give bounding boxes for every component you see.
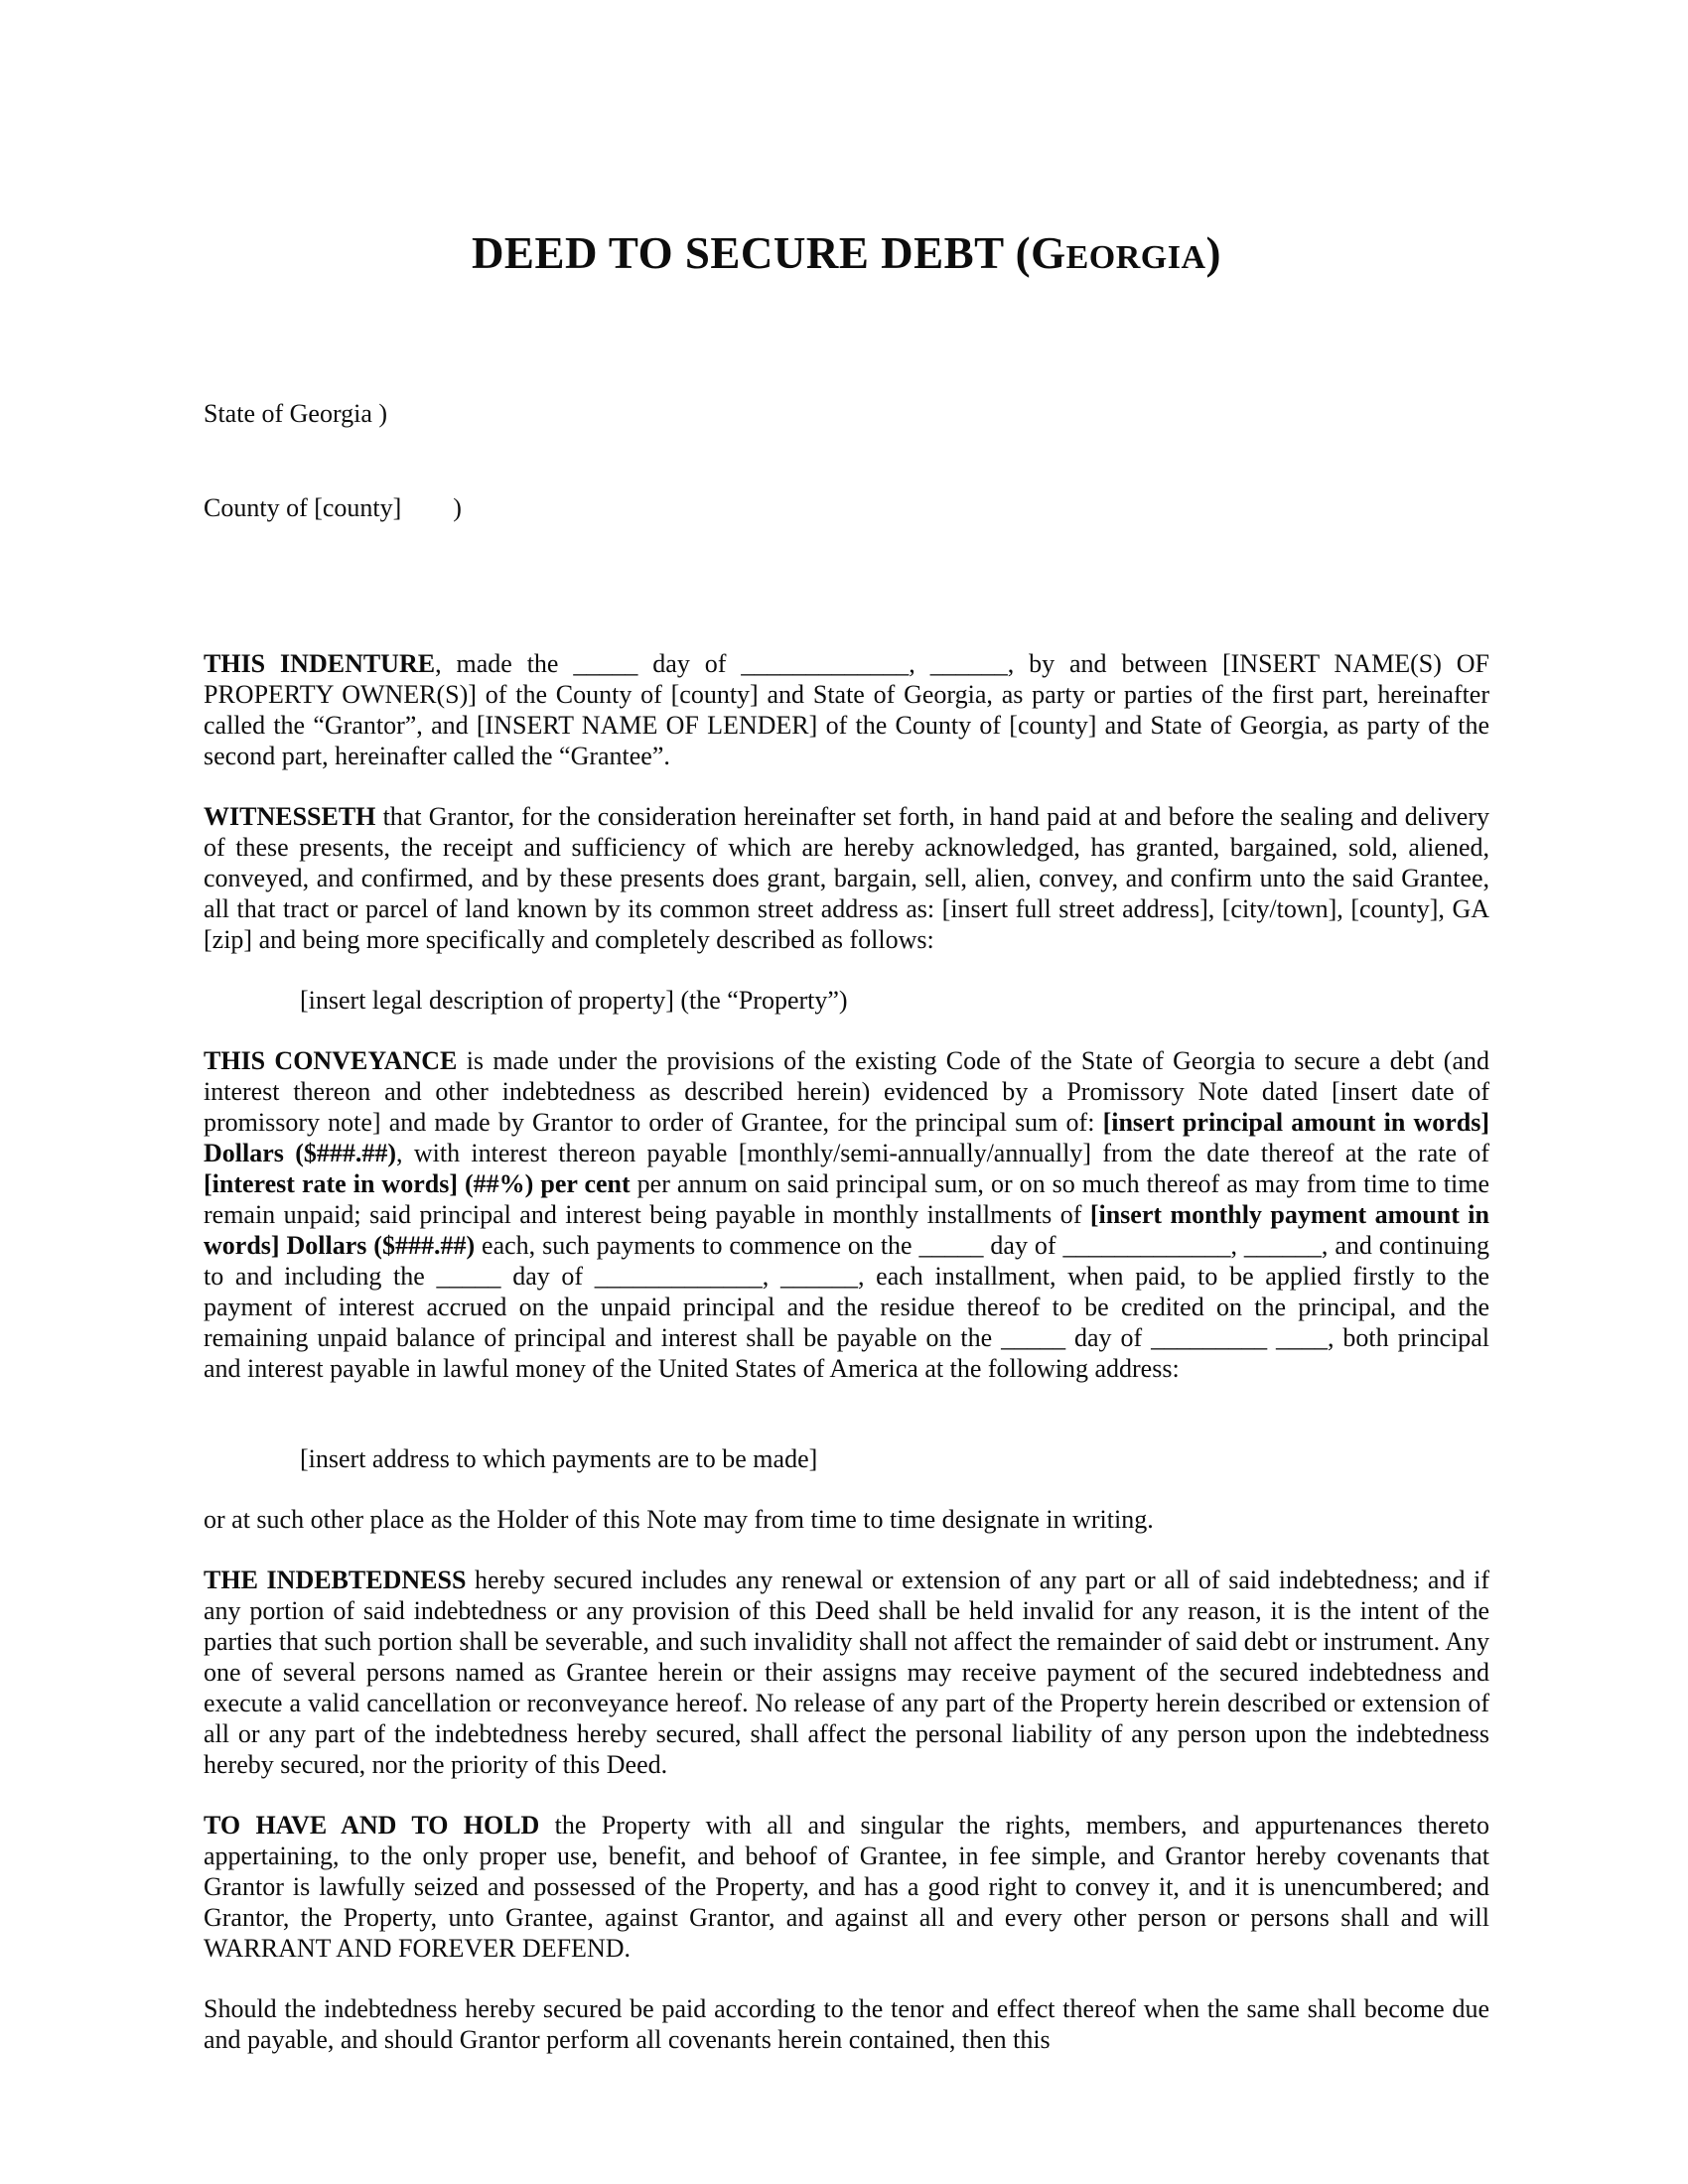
- document-title-smallcaps: EORGIA: [1065, 239, 1206, 276]
- paragraph-defeasance: [204, 1993, 1489, 2055]
- bold-run: TO HAVE AND TO HOLD: [204, 1811, 540, 1840]
- document-title-main: DEED TO SECURE DEBT (G: [471, 228, 1066, 278]
- paragraph-habendum: [204, 1810, 1489, 1964]
- text-run: each, such payments to commence on the _____ day of _____________, ______, and continuing to and including the _____ day of _____________, ______, each installment, when paid, to be applied firstly to the payment of interest accrued on the unpaid principal and the residue thereof to be credited on the principal, and the remaining unpaid balance of principal and interest shall be payable on the _____ day of _________ ____, both principal and interest payable in lawful money of the United States of America at the following address:: [204, 1231, 1489, 1383]
- paragraph-payment-address: [204, 1443, 1489, 1474]
- text-run: [insert legal description of property] (the “Property”): [300, 986, 848, 1015]
- text-run: , with interest thereon payable [monthly/semi-annually/annually] from the date thereof at the rate of: [396, 1139, 1489, 1167]
- bold-run: [insert monthly payment amount in words] Dollars ($###.##): [204, 1200, 1489, 1260]
- text-run: Should the indebtedness hereby secured be paid according to the tenor and effect thereof when the same shall become due and payable, and should Grantor perform all covenants herein contained, then this: [204, 1994, 1489, 2054]
- bold-run: [insert principal amount in words] Dollars ($###.##): [204, 1108, 1489, 1167]
- paragraph-indenture: [204, 648, 1489, 771]
- text-run: [insert address to which payments are to be made]: [300, 1444, 818, 1473]
- document-body: [204, 648, 1489, 2055]
- text-run: hereby secured includes any renewal or extension of any part or all of said indebtedness; and if any portion of said indebtedness or any provision of this Deed shall be held invalid for any reason, it is the intent of the parties that such portion shall be severable, and such invalidity shall not affect the remainder of said debt or instrument. Any one of several persons named as Grantee herein or their assigns may receive payment of the secured indebtedness and execute a valid cancellation or reconveyance hereof. No release of any part of the Property herein described or extension of all or any part of the indebtedness hereby secured, shall affect the personal liability of any person upon the indebtedness hereby secured, nor the priority of this Deed.: [204, 1566, 1489, 1779]
- bold-run: THIS CONVEYANCE: [204, 1046, 458, 1075]
- paragraph-holder-designation: [204, 1504, 1489, 1535]
- bold-run: THE INDEBTEDNESS: [204, 1566, 467, 1594]
- text-run: the Property with all and singular the rights, members, and appurtenances thereto appertaining, to the only proper use, benefit, and behoof of Grantee, in fee simple, and Grantor hereby covenants that Grantor is lawfully seized and possessed of the Property, and has a good right to convey it, and it is unencumbered; and Grantor, the Property, unto Grantee, against Grantor, and against all and every other person or persons shall and will WARRANT AND FOREVER DEFEND.: [204, 1811, 1489, 1963]
- paragraph-indebtedness: [204, 1565, 1489, 1780]
- text-run: that Grantor, for the consideration hereinafter set forth, in hand paid at and before the sealing and delivery of these presents, the receipt and sufficiency of which are hereby acknowledged, has granted, bargained, sold, aliened, conveyed, and confirmed, and by these presents does grant, bargain, sell, alien, convey, and confirm unto the said Grantee, all that tract or parcel of land known by its common street address as: [insert full street address], [city/town], [county], GA [zip] and being more specifically and completely described as follows:: [204, 802, 1489, 954]
- bold-run: WITNESSETH: [204, 802, 376, 831]
- text-run: is made under the provisions of the existing Code of the State of Georgia to secure a debt (and interest thereon and other indebtedness as described herein) evidenced by a Promissory Note dated [insert date of promissory note] and made by Grantor to order of Grantee, for the principal sum of:: [204, 1046, 1489, 1137]
- document-title-close: ): [1205, 228, 1222, 278]
- state-line: State of Georgia ): [204, 399, 388, 428]
- paragraph-witnesseth: [204, 801, 1489, 955]
- text-run: or at such other place as the Holder of this Note may from time to time designate in writing.: [204, 1505, 1154, 1534]
- jurisdiction-block: [204, 336, 1489, 586]
- text-run: , made the _____ day of _____________, ______, by and between [INSERT NAME(S) OF PROPERTY OWNER(S)] of the County of [county] and State of Georgia, as party or parties of the first part, hereinafter called the “Grantor”, and [INSERT NAME OF LENDER] of the County of [county] and State of Georgia, as party of the second part, hereinafter called the “Grantee”.: [204, 649, 1489, 770]
- bold-run: [interest rate in words] (##%) per cent: [204, 1169, 631, 1198]
- paragraph-conveyance: [204, 1045, 1489, 1384]
- bold-run: THIS INDENTURE: [204, 649, 436, 678]
- paragraph-legal-description: [204, 985, 1489, 1016]
- text-run: per annum on said principal sum, or on so much thereof as may from time to time remain unpaid; said principal and interest being payable in monthly installments of: [204, 1169, 1489, 1229]
- county-line: County of [county] ): [204, 493, 462, 522]
- document-title: [204, 229, 1489, 282]
